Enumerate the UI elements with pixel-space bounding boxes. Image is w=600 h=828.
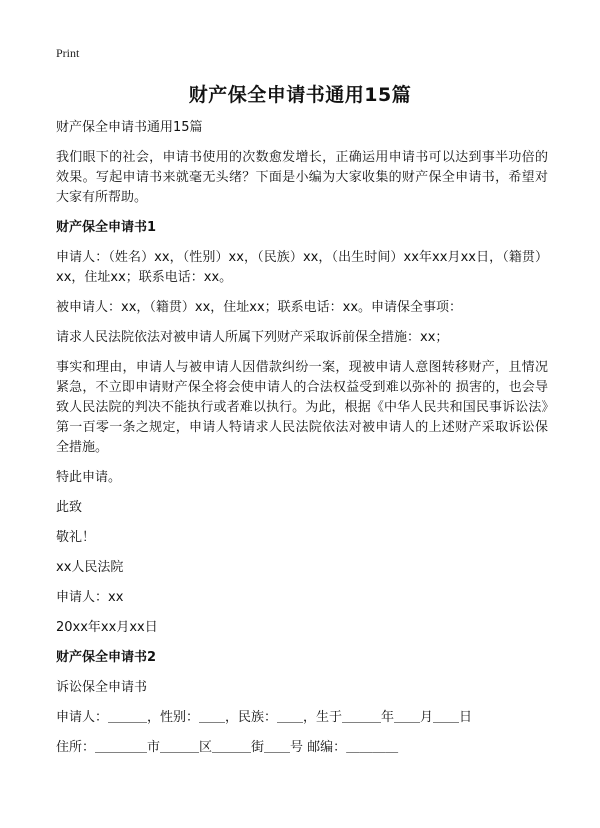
section1-court: xx人民法院 <box>56 560 124 575</box>
intro-paragraph: 我们眼下的社会，申请书使用的次数愈发增长，正确运用申请书可以达到事半功倍的效果。写起申请书来就毫无头绪？下面是小编为大家收集的财产保全申请书，希望对大家有所帮助。 <box>56 150 548 205</box>
section2-subtitle: 诉讼保全申请书 <box>56 680 148 695</box>
section1-closing: 特此申请。 <box>56 470 122 485</box>
intro-subtitle: 财产保全申请书通用15篇 <box>56 120 203 135</box>
section1-applicant: 申请人：（姓名）xx，（性别）xx，（民族）xx，（出生时间）xx年xx月xx日，（籍贯）xx，住址xx；联系电话：xx。 <box>56 250 548 285</box>
document-body <box>56 118 548 768</box>
section2-address-line: 住所：＿＿＿＿市＿＿＿区＿＿＿街＿＿号 邮编：＿＿＿＿ <box>56 740 399 755</box>
print-label: Print <box>56 46 80 60</box>
section1-date: 20xx年xx月xx日 <box>56 620 158 635</box>
section2-heading: 财产保全申请书2 <box>56 650 157 665</box>
section1-respondent: 被申请人：xx，（籍贯）xx，住址xx；联系电话：xx。申请保全事项： <box>56 300 463 315</box>
section2-applicant-line: 申请人：＿＿＿，性别：＿＿，民族：＿＿，生于＿＿＿年＿＿月＿＿日 <box>56 710 473 725</box>
page-title: 财产保全申请书通用15篇 <box>188 84 412 106</box>
section1-salute-1: 此致 <box>56 500 83 515</box>
section1-request: 请求人民法院依法对被申请人所属下列财产采取诉前保全措施：xx； <box>56 330 449 345</box>
section1-signature: 申请人：xx <box>56 590 124 605</box>
section1-heading: 财产保全申请书1 <box>56 220 157 235</box>
section1-salute-2: 敬礼！ <box>56 530 96 545</box>
section1-reason: 事实和理由，申请人与被申请人因借款纠纷一案，现被申请人意图转移财产，且情况紧急，不立即申请财产保全将会使申请人的合法权益受到难以弥补的 损害的，也会导致人民法院的判决不能执行或者难以执行。为此，根据《中华人民共和国民事诉讼法》第一百零一条之规定，申请人特请求人民法院依法对被申请人的上述财产采取诉讼保全措施。 <box>56 360 548 455</box>
